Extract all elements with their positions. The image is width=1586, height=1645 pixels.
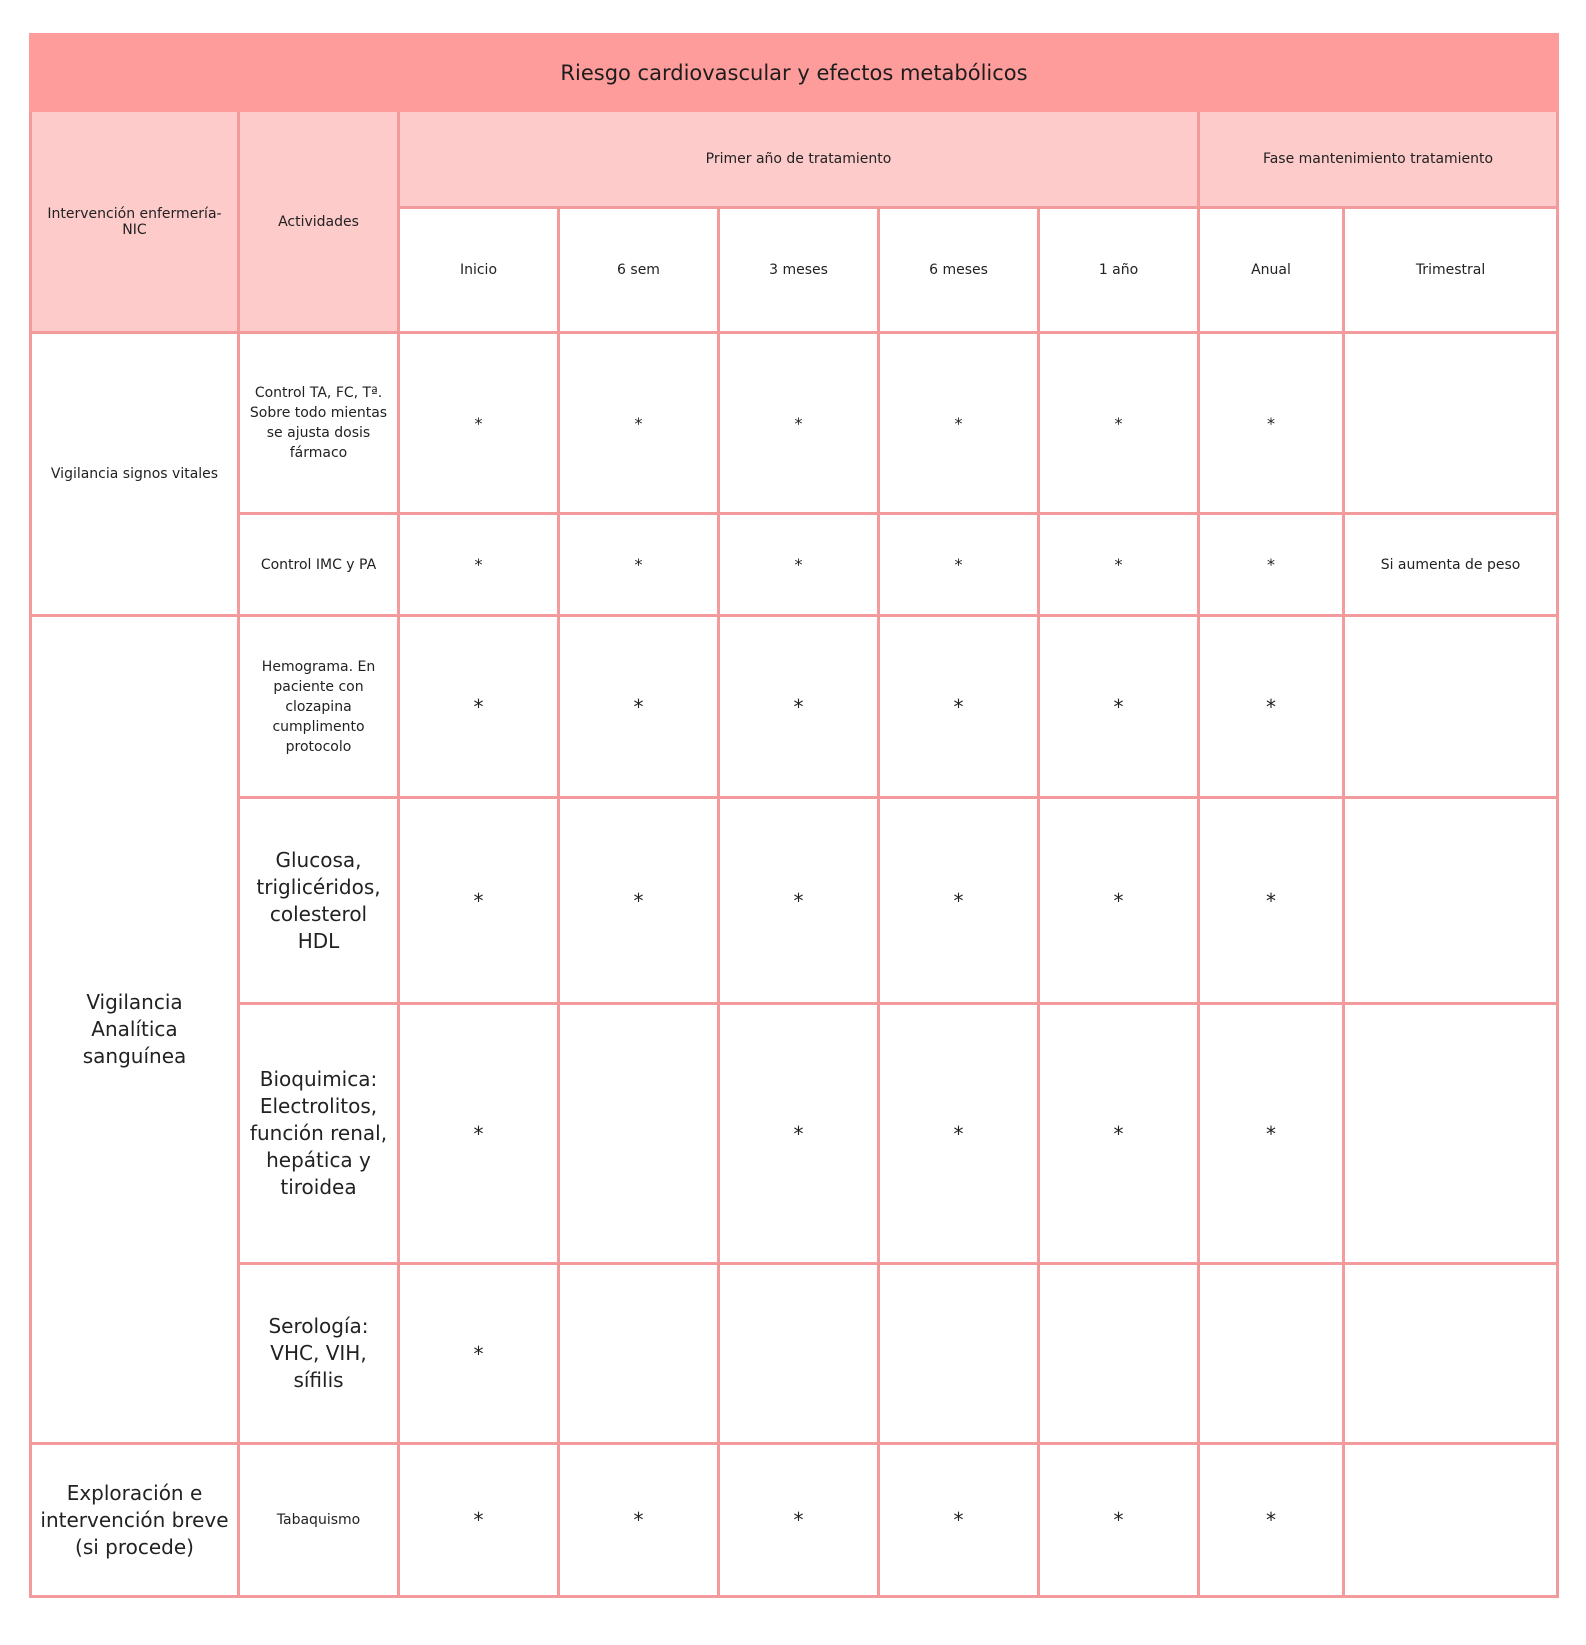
mark-cell: *	[719, 1444, 879, 1597]
mark-cell	[1344, 1444, 1558, 1597]
table-row	[31, 333, 1558, 514]
header-fase-mantenimiento: Fase mantenimiento tratamiento	[1199, 111, 1558, 208]
mark-cell: *	[1199, 333, 1344, 514]
mark-cell: *	[879, 1444, 1039, 1597]
mark-cell: *	[1199, 798, 1344, 1004]
mark-cell	[879, 1264, 1039, 1444]
mark-cell	[1344, 1004, 1558, 1264]
intervention-cell: Exploración e intervención breve (si procede)	[31, 1444, 239, 1597]
mark-cell: *	[559, 616, 719, 798]
table-row	[31, 616, 1558, 798]
mark-cell: *	[1039, 1004, 1199, 1264]
mark-cell: *	[879, 616, 1039, 798]
mark-cell: *	[719, 616, 879, 798]
mark-cell: *	[1039, 616, 1199, 798]
mark-cell: *	[1199, 1004, 1344, 1264]
mark-cell: *	[1199, 514, 1344, 616]
mark-cell: *	[399, 1264, 559, 1444]
mark-cell: *	[719, 333, 879, 514]
table-row	[31, 1264, 1558, 1444]
period-header: 1 año	[1039, 208, 1199, 333]
mark-cell: *	[879, 514, 1039, 616]
period-header: Anual	[1199, 208, 1344, 333]
mark-cell: *	[1039, 1444, 1199, 1597]
activity-cell: Serología: VHC, VIH, sífilis	[239, 1264, 399, 1444]
mark-cell	[1199, 1264, 1344, 1444]
mark-cell: *	[1199, 1444, 1344, 1597]
mark-cell: *	[1039, 514, 1199, 616]
monitoring-table	[29, 33, 1559, 1598]
intervention-cell: Vigilancia signos vitales	[31, 333, 239, 616]
mark-cell: Si aumenta de peso	[1344, 514, 1558, 616]
mark-cell: *	[399, 616, 559, 798]
mark-cell: *	[399, 514, 559, 616]
activity-cell: Tabaquismo	[239, 1444, 399, 1597]
mark-cell: *	[1039, 333, 1199, 514]
mark-cell: *	[719, 798, 879, 1004]
mark-cell: *	[399, 333, 559, 514]
mark-cell: *	[399, 1004, 559, 1264]
mark-cell: *	[879, 1004, 1039, 1264]
header-actividades: Actividades	[239, 111, 399, 333]
mark-cell	[1344, 798, 1558, 1004]
mark-cell: *	[559, 798, 719, 1004]
mark-cell	[559, 1264, 719, 1444]
mark-cell: *	[399, 1444, 559, 1597]
mark-cell	[719, 1264, 879, 1444]
period-header: 6 meses	[879, 208, 1039, 333]
activity-cell: Control TA, FC, Tª. Sobre todo mientas se ajusta dosis fármaco	[239, 333, 399, 514]
period-header: Inicio	[399, 208, 559, 333]
mark-cell: *	[559, 333, 719, 514]
mark-cell	[559, 1004, 719, 1264]
mark-cell: *	[559, 514, 719, 616]
mark-cell	[1344, 616, 1558, 798]
table-row	[31, 514, 1558, 616]
mark-cell	[1039, 1264, 1199, 1444]
mark-cell: *	[719, 514, 879, 616]
table-row	[31, 1004, 1558, 1264]
period-header: 3 meses	[719, 208, 879, 333]
mark-cell	[1344, 333, 1558, 514]
header-intervencion: Intervención enfermería-NIC	[31, 111, 239, 333]
table-row	[31, 798, 1558, 1004]
mark-cell: *	[879, 798, 1039, 1004]
period-header: 6 sem	[559, 208, 719, 333]
period-header: Trimestral	[1344, 208, 1558, 333]
header-primer-anio: Primer año de tratamiento	[399, 111, 1199, 208]
table-container	[29, 33, 1556, 1598]
activity-cell: Glucosa, triglicéridos, colesterol HDL	[239, 798, 399, 1004]
table-row	[31, 1444, 1558, 1597]
intervention-cell: Vigilancia Analítica sanguínea	[31, 616, 239, 1444]
activity-cell: Hemograma. En paciente con clozapina cumplimento protocolo	[239, 616, 399, 798]
mark-cell: *	[1039, 798, 1199, 1004]
activity-cell: Control IMC y PA	[239, 514, 399, 616]
mark-cell: *	[1199, 616, 1344, 798]
activity-cell: Bioquimica: Electrolitos, función renal, hepática y tiroidea	[239, 1004, 399, 1264]
mark-cell: *	[879, 333, 1039, 514]
mark-cell: *	[399, 798, 559, 1004]
mark-cell	[1344, 1264, 1558, 1444]
table-title: Riesgo cardiovascular y efectos metabólicos	[31, 35, 1558, 111]
mark-cell: *	[719, 1004, 879, 1264]
mark-cell: *	[559, 1444, 719, 1597]
